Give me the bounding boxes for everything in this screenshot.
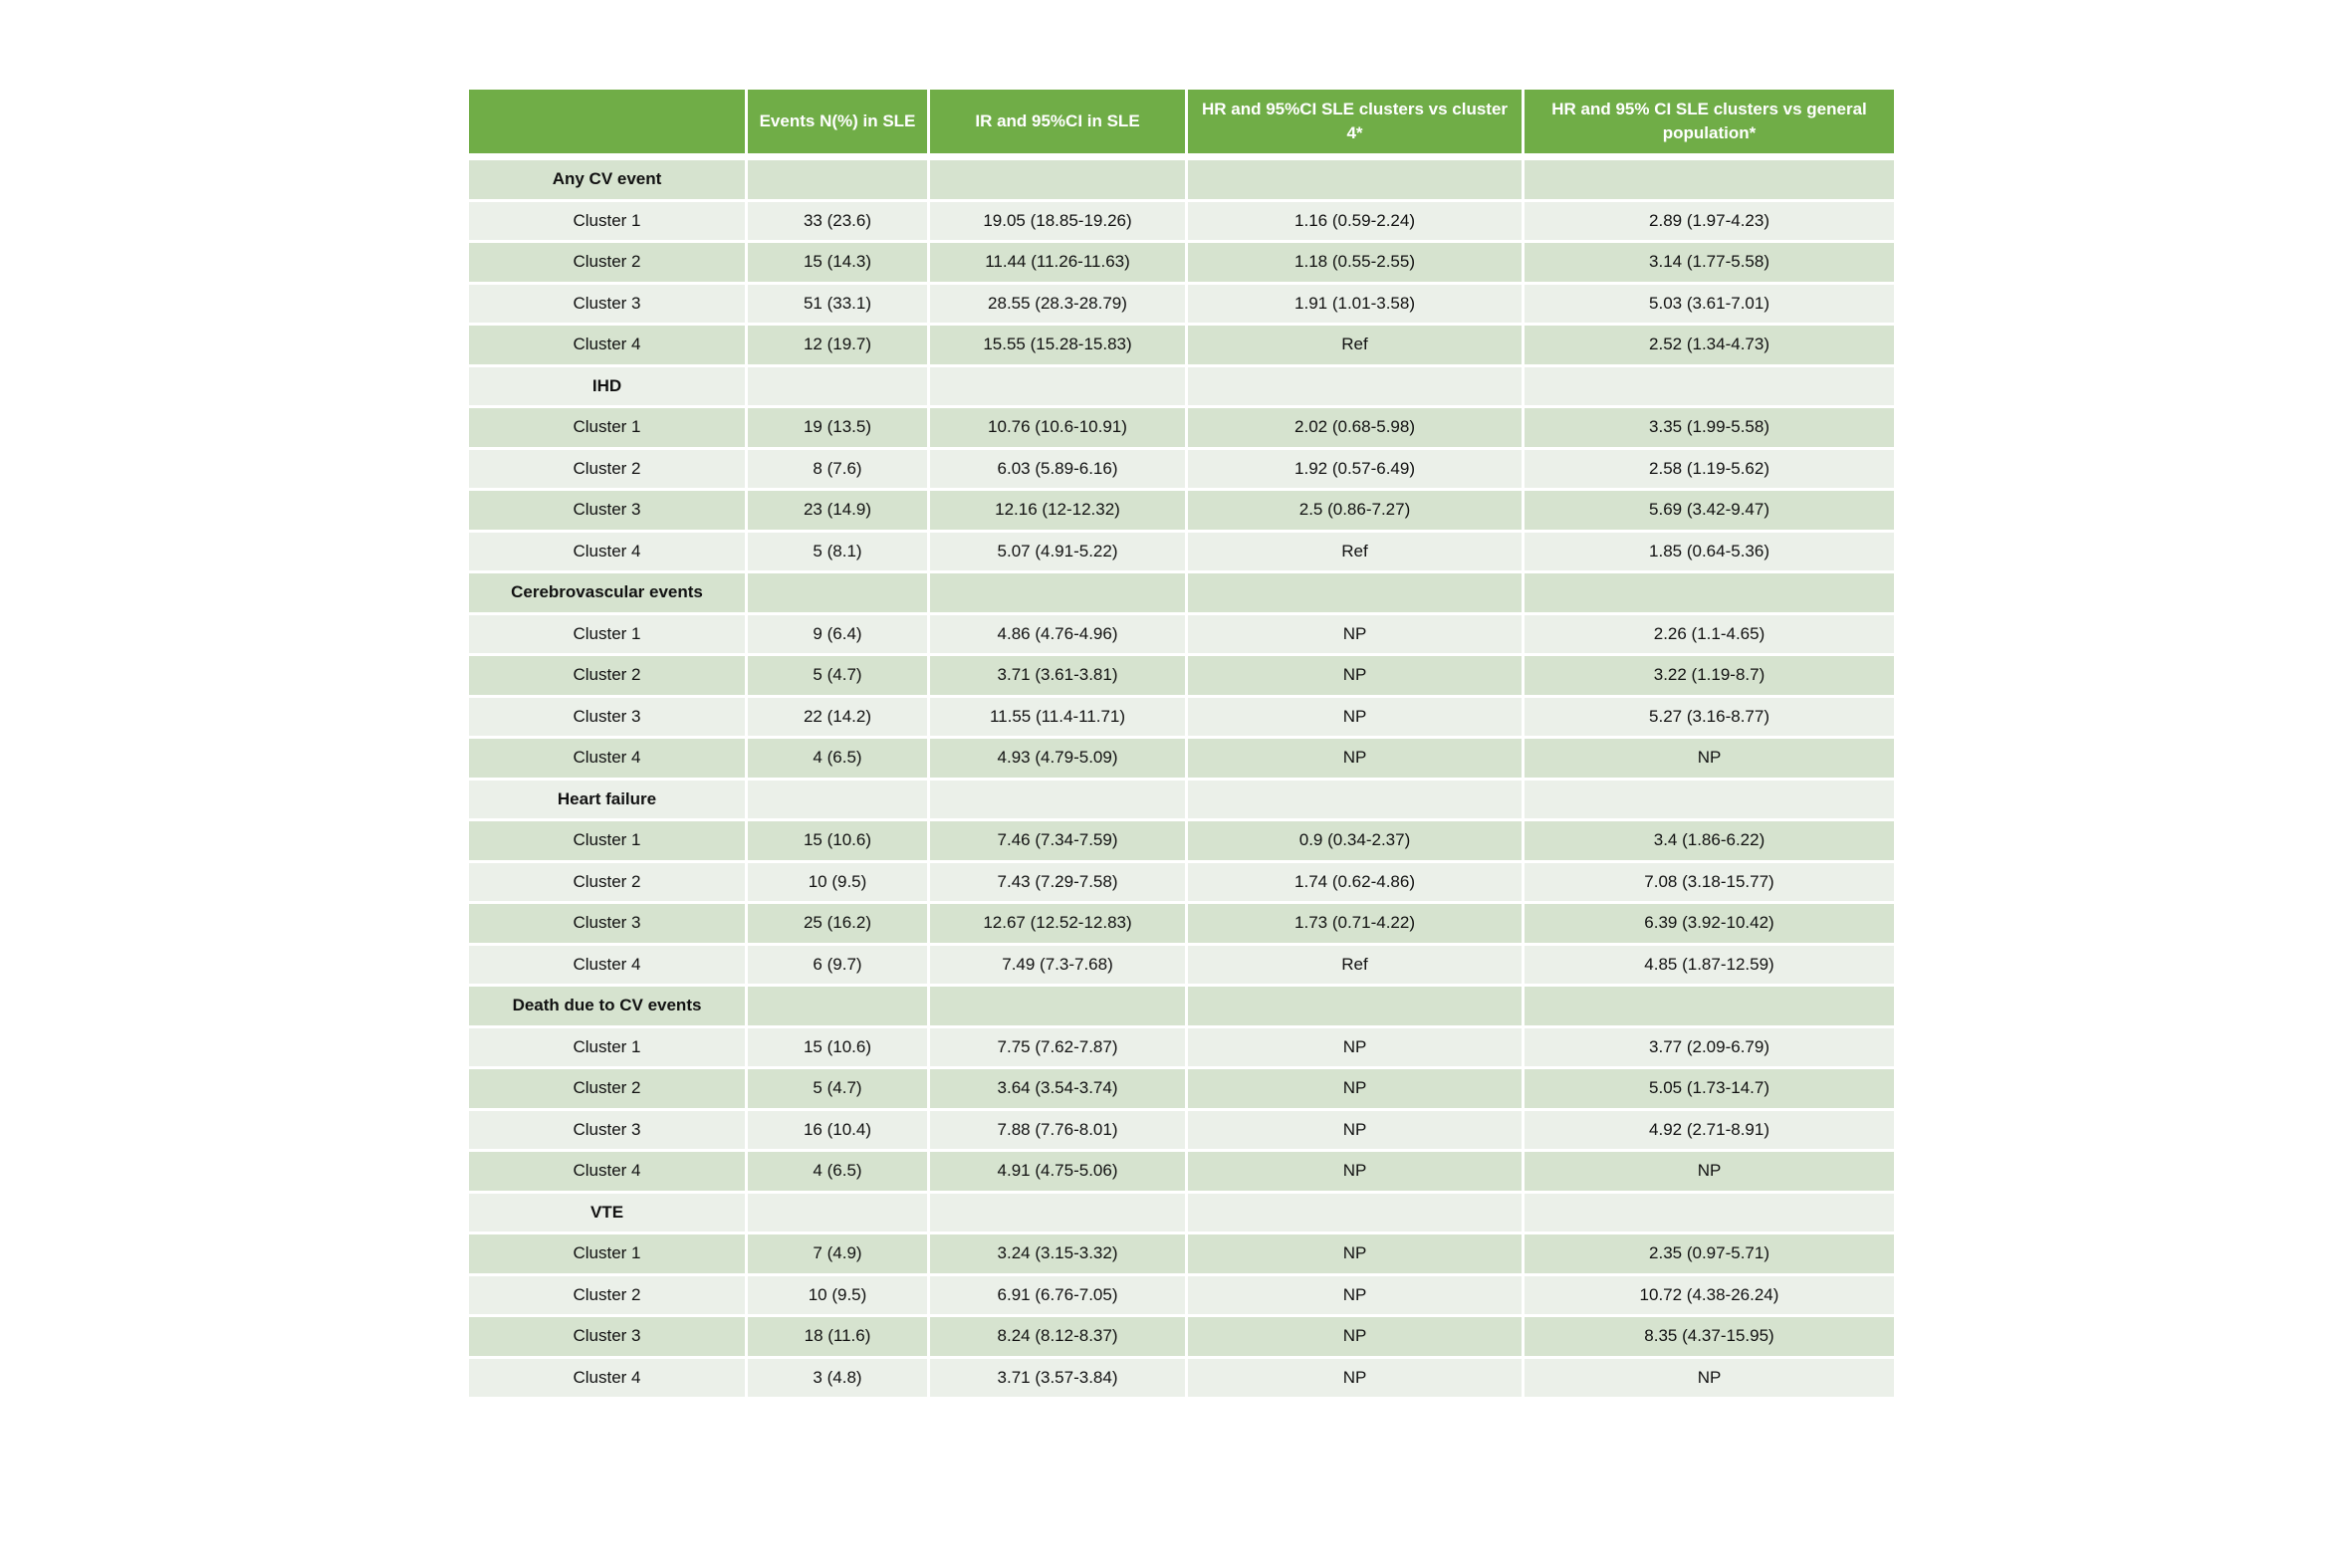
events-cell: 6 (9.7) — [748, 946, 927, 985]
table-row — [469, 285, 1894, 324]
hr-population-cell: 8.35 (4.37-15.95) — [1525, 1317, 1894, 1356]
events-cell: 5 (4.7) — [748, 656, 927, 695]
hr-cluster4-cell: NP — [1188, 1111, 1522, 1150]
ir-cell: 3.64 (3.54-3.74) — [930, 1069, 1185, 1108]
empty-cell — [1188, 987, 1522, 1025]
hr-population-cell: 4.85 (1.87-12.59) — [1525, 946, 1894, 985]
hr-cluster4-cell: 1.73 (0.71-4.22) — [1188, 904, 1522, 943]
section-header-row — [469, 160, 1894, 199]
empty-cell — [748, 987, 927, 1025]
empty-cell — [748, 367, 927, 406]
table-row — [469, 1028, 1894, 1067]
hr-population-cell: 3.22 (1.19-8.7) — [1525, 656, 1894, 695]
table-row — [469, 326, 1894, 364]
header-cell-hr-population: HR and 95% CI SLE clusters vs general population* — [1525, 90, 1894, 153]
table-row — [469, 533, 1894, 571]
ir-cell: 7.49 (7.3-7.68) — [930, 946, 1185, 985]
section-header-row — [469, 1194, 1894, 1232]
cluster-label: Cluster 2 — [469, 863, 745, 902]
events-cell: 5 (8.1) — [748, 533, 927, 571]
cluster-label: Cluster 4 — [469, 946, 745, 985]
table-row — [469, 1276, 1894, 1315]
empty-cell — [1525, 781, 1894, 819]
hr-population-cell: 2.89 (1.97-4.23) — [1525, 202, 1894, 241]
empty-cell — [748, 573, 927, 612]
ir-cell: 6.03 (5.89-6.16) — [930, 450, 1185, 489]
table-row — [469, 698, 1894, 737]
table-row — [469, 1359, 1894, 1398]
hr-population-cell: 3.4 (1.86-6.22) — [1525, 821, 1894, 860]
table-row — [469, 821, 1894, 860]
hr-cluster4-cell: 1.91 (1.01-3.58) — [1188, 285, 1522, 324]
section-title: Any CV event — [469, 160, 745, 199]
empty-cell — [930, 781, 1185, 819]
events-cell: 7 (4.9) — [748, 1234, 927, 1273]
cluster-label: Cluster 3 — [469, 698, 745, 737]
events-cell: 33 (23.6) — [748, 202, 927, 241]
cluster-label: Cluster 2 — [469, 450, 745, 489]
hr-cluster4-cell: NP — [1188, 656, 1522, 695]
table-row — [469, 491, 1894, 530]
events-cell: 10 (9.5) — [748, 863, 927, 902]
empty-cell — [930, 1194, 1185, 1232]
hr-cluster4-cell: NP — [1188, 615, 1522, 654]
header-cell-hr-cluster4: HR and 95%CI SLE clusters vs cluster 4* — [1188, 90, 1522, 153]
table-row — [469, 450, 1894, 489]
ir-cell: 19.05 (18.85-19.26) — [930, 202, 1185, 241]
section-title: Heart failure — [469, 781, 745, 819]
cluster-label: Cluster 4 — [469, 1152, 745, 1191]
empty-cell — [1525, 160, 1894, 199]
ir-cell: 4.86 (4.76-4.96) — [930, 615, 1185, 654]
hr-cluster4-cell: 1.16 (0.59-2.24) — [1188, 202, 1522, 241]
ir-cell: 3.71 (3.57-3.84) — [930, 1359, 1185, 1398]
empty-cell — [1525, 1194, 1894, 1232]
empty-cell — [1525, 367, 1894, 406]
empty-cell — [930, 987, 1185, 1025]
hr-cluster4-cell: NP — [1188, 1276, 1522, 1315]
hr-population-cell: 2.35 (0.97-5.71) — [1525, 1234, 1894, 1273]
events-cell: 4 (6.5) — [748, 739, 927, 778]
table-row — [469, 243, 1894, 282]
hr-cluster4-cell: NP — [1188, 698, 1522, 737]
events-cell: 18 (11.6) — [748, 1317, 927, 1356]
table-row — [469, 904, 1894, 943]
hr-population-cell: NP — [1525, 1359, 1894, 1398]
hr-population-cell: 6.39 (3.92-10.42) — [1525, 904, 1894, 943]
empty-cell — [748, 160, 927, 199]
hr-population-cell: 1.85 (0.64-5.36) — [1525, 533, 1894, 571]
ir-cell: 12.67 (12.52-12.83) — [930, 904, 1185, 943]
hr-population-cell: 2.58 (1.19-5.62) — [1525, 450, 1894, 489]
section-header-row — [469, 367, 1894, 406]
section-title: Death due to CV events — [469, 987, 745, 1025]
cluster-label: Cluster 4 — [469, 533, 745, 571]
table-row — [469, 1234, 1894, 1273]
empty-cell — [930, 160, 1185, 199]
hr-population-cell: 5.05 (1.73-14.7) — [1525, 1069, 1894, 1108]
hr-population-cell: 3.14 (1.77-5.58) — [1525, 243, 1894, 282]
events-cell: 51 (33.1) — [748, 285, 927, 324]
ir-cell: 4.91 (4.75-5.06) — [930, 1152, 1185, 1191]
events-cell: 8 (7.6) — [748, 450, 927, 489]
ir-cell: 7.43 (7.29-7.58) — [930, 863, 1185, 902]
ir-cell: 15.55 (15.28-15.83) — [930, 326, 1185, 364]
events-cell: 9 (6.4) — [748, 615, 927, 654]
ir-cell: 3.24 (3.15-3.32) — [930, 1234, 1185, 1273]
table-row — [469, 408, 1894, 447]
events-cell: 4 (6.5) — [748, 1152, 927, 1191]
empty-cell — [1188, 781, 1522, 819]
hr-cluster4-cell: 1.18 (0.55-2.55) — [1188, 243, 1522, 282]
empty-cell — [1188, 1194, 1522, 1232]
cluster-label: Cluster 4 — [469, 326, 745, 364]
hr-population-cell: 2.26 (1.1-4.65) — [1525, 615, 1894, 654]
ir-cell: 8.24 (8.12-8.37) — [930, 1317, 1185, 1356]
cluster-label: Cluster 3 — [469, 285, 745, 324]
hr-population-cell: NP — [1525, 739, 1894, 778]
hr-population-cell: 5.03 (3.61-7.01) — [1525, 285, 1894, 324]
section-header-row — [469, 781, 1894, 819]
empty-cell — [930, 573, 1185, 612]
cluster-label: Cluster 3 — [469, 904, 745, 943]
ir-cell: 11.44 (11.26-11.63) — [930, 243, 1185, 282]
cluster-label: Cluster 1 — [469, 615, 745, 654]
cluster-label: Cluster 2 — [469, 243, 745, 282]
ir-cell: 11.55 (11.4-11.71) — [930, 698, 1185, 737]
table-row — [469, 615, 1894, 654]
cluster-label: Cluster 3 — [469, 491, 745, 530]
cluster-label: Cluster 2 — [469, 1276, 745, 1315]
empty-cell — [1188, 573, 1522, 612]
table-row — [469, 1069, 1894, 1108]
ir-cell: 7.75 (7.62-7.87) — [930, 1028, 1185, 1067]
empty-cell — [1525, 987, 1894, 1025]
table-row — [469, 1152, 1894, 1191]
cluster-label: Cluster 2 — [469, 1069, 745, 1108]
events-cell: 15 (14.3) — [748, 243, 927, 282]
cluster-label: Cluster 3 — [469, 1111, 745, 1150]
cluster-label: Cluster 1 — [469, 1028, 745, 1067]
section-title: VTE — [469, 1194, 745, 1232]
table-row — [469, 1111, 1894, 1150]
hr-cluster4-cell: NP — [1188, 1317, 1522, 1356]
events-cell: 15 (10.6) — [748, 821, 927, 860]
hr-cluster4-cell: Ref — [1188, 946, 1522, 985]
table-body — [469, 156, 1894, 1397]
cluster-label: Cluster 4 — [469, 1359, 745, 1398]
events-cell: 5 (4.7) — [748, 1069, 927, 1108]
empty-cell — [1188, 160, 1522, 199]
ir-cell: 4.93 (4.79-5.09) — [930, 739, 1185, 778]
results-table — [466, 87, 1897, 1400]
hr-cluster4-cell: 1.92 (0.57-6.49) — [1188, 450, 1522, 489]
hr-population-cell: 5.69 (3.42-9.47) — [1525, 491, 1894, 530]
section-header-row — [469, 987, 1894, 1025]
hr-population-cell: 10.72 (4.38-26.24) — [1525, 1276, 1894, 1315]
events-cell: 25 (16.2) — [748, 904, 927, 943]
section-title: IHD — [469, 367, 745, 406]
hr-population-cell: 5.27 (3.16-8.77) — [1525, 698, 1894, 737]
ir-cell: 7.46 (7.34-7.59) — [930, 821, 1185, 860]
cluster-label: Cluster 1 — [469, 202, 745, 241]
cluster-label: Cluster 1 — [469, 1234, 745, 1273]
ir-cell: 6.91 (6.76-7.05) — [930, 1276, 1185, 1315]
events-cell: 10 (9.5) — [748, 1276, 927, 1315]
hr-cluster4-cell: 2.02 (0.68-5.98) — [1188, 408, 1522, 447]
empty-cell — [1188, 367, 1522, 406]
hr-cluster4-cell: Ref — [1188, 326, 1522, 364]
section-title: Cerebrovascular events — [469, 573, 745, 612]
events-cell: 16 (10.4) — [748, 1111, 927, 1150]
cluster-label: Cluster 1 — [469, 408, 745, 447]
empty-cell — [748, 1194, 927, 1232]
hr-population-cell: NP — [1525, 1152, 1894, 1191]
ir-cell: 5.07 (4.91-5.22) — [930, 533, 1185, 571]
cluster-label: Cluster 1 — [469, 821, 745, 860]
ir-cell: 28.55 (28.3-28.79) — [930, 285, 1185, 324]
ir-cell: 3.71 (3.61-3.81) — [930, 656, 1185, 695]
header-cell-events: Events N(%) in SLE — [748, 90, 927, 153]
events-cell: 12 (19.7) — [748, 326, 927, 364]
events-cell: 3 (4.8) — [748, 1359, 927, 1398]
header-cell-ir: IR and 95%CI in SLE — [930, 90, 1185, 153]
table-row — [469, 202, 1894, 241]
cluster-label: Cluster 3 — [469, 1317, 745, 1356]
hr-cluster4-cell: NP — [1188, 739, 1522, 778]
table-row — [469, 863, 1894, 902]
header-row — [469, 90, 1894, 153]
ir-cell: 7.88 (7.76-8.01) — [930, 1111, 1185, 1150]
cluster-label: Cluster 2 — [469, 656, 745, 695]
empty-cell — [1525, 573, 1894, 612]
events-cell: 19 (13.5) — [748, 408, 927, 447]
table-row — [469, 1317, 1894, 1356]
empty-cell — [930, 367, 1185, 406]
table-row — [469, 946, 1894, 985]
events-cell: 22 (14.2) — [748, 698, 927, 737]
hr-population-cell: 4.92 (2.71-8.91) — [1525, 1111, 1894, 1150]
hr-cluster4-cell: NP — [1188, 1234, 1522, 1273]
ir-cell: 10.76 (10.6-10.91) — [930, 408, 1185, 447]
hr-cluster4-cell: 0.9 (0.34-2.37) — [1188, 821, 1522, 860]
hr-population-cell: 7.08 (3.18-15.77) — [1525, 863, 1894, 902]
hr-population-cell: 3.35 (1.99-5.58) — [1525, 408, 1894, 447]
hr-cluster4-cell: Ref — [1188, 533, 1522, 571]
events-cell: 23 (14.9) — [748, 491, 927, 530]
hr-cluster4-cell: NP — [1188, 1359, 1522, 1398]
hr-population-cell: 3.77 (2.09-6.79) — [1525, 1028, 1894, 1067]
hr-cluster4-cell: 1.74 (0.62-4.86) — [1188, 863, 1522, 902]
table-row — [469, 739, 1894, 778]
header-cell-label — [469, 90, 745, 153]
hr-cluster4-cell: NP — [1188, 1069, 1522, 1108]
events-cell: 15 (10.6) — [748, 1028, 927, 1067]
table-row — [469, 656, 1894, 695]
hr-cluster4-cell: NP — [1188, 1152, 1522, 1191]
hr-population-cell: 2.52 (1.34-4.73) — [1525, 326, 1894, 364]
empty-cell — [748, 781, 927, 819]
hr-cluster4-cell: NP — [1188, 1028, 1522, 1067]
cluster-label: Cluster 4 — [469, 739, 745, 778]
ir-cell: 12.16 (12-12.32) — [930, 491, 1185, 530]
hr-cluster4-cell: 2.5 (0.86-7.27) — [1188, 491, 1522, 530]
section-header-row — [469, 573, 1894, 612]
